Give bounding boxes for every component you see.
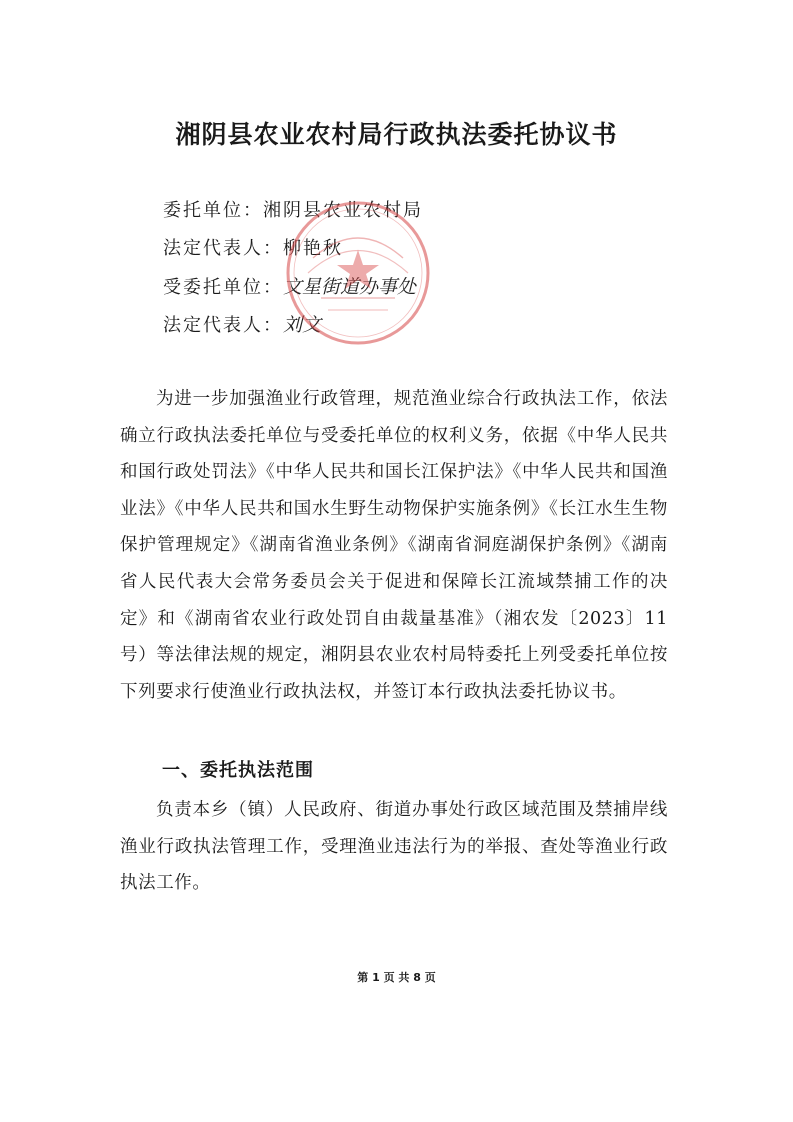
page-indicator: 第 1 页 共 8 页 [357,971,436,984]
party-agent-representative-signature: 刘文 [283,314,322,336]
party-principal-representative-label: 法定代表人： [163,238,283,259]
party-principal-unit [163,198,423,224]
party-principal-unit-value: 湘阴县农业农村局 [263,200,423,221]
party-agent-representative-label: 法定代表人： [163,315,283,336]
party-principal-representative [163,236,343,262]
party-principal-representative-value: 柳艳秋 [283,238,343,259]
intro-paragraph: 为进一步加强渔业行政管理，规范渔业综合行政执法工作，依法确立行政执法委托单位与受委托单位的权利义务，依据《中华人民共和国行政处罚法》《中华人民共和国长江保护法》《中华人民共和国渔业法》《中华人民共和国水生野生动物保护实施条例》《长江水生生物保护管理规定》《湖南省渔业条例》《湖南省洞庭湖保护条例》《湖南省人民代表大会常务委员会关于促进和保障长江流域禁捕工作的决定》和《湖南省农业行政处罚自由裁量基准》（湘农发〔2023〕11号）等法律法规的规定，湘阴县农业农村局特委托上列受委托单位按下列要求行使渔业行政执法权，并签订本行政执法委托协议书。 [120,389,668,702]
party-agent-unit [163,274,416,301]
party-agent-unit-value: 文星街道办事处 [283,276,417,298]
section-body-scope: 负责本乡（镇）人民政府、街道办事处行政区域范围及禁捕岸线渔业行政执法管理工作，受理渔业违法行为的举报、查处等渔业行政执法工作。 [120,800,668,894]
document-title: 湘阴县农业农村局行政执法委托协议书 [175,120,618,149]
section-heading-scope: 一、委托执法范围 [162,760,314,781]
party-principal-unit-label: 委托单位： [163,200,263,221]
party-agent-representative [163,312,321,339]
party-agent-unit-label: 受委托单位： [163,277,283,298]
